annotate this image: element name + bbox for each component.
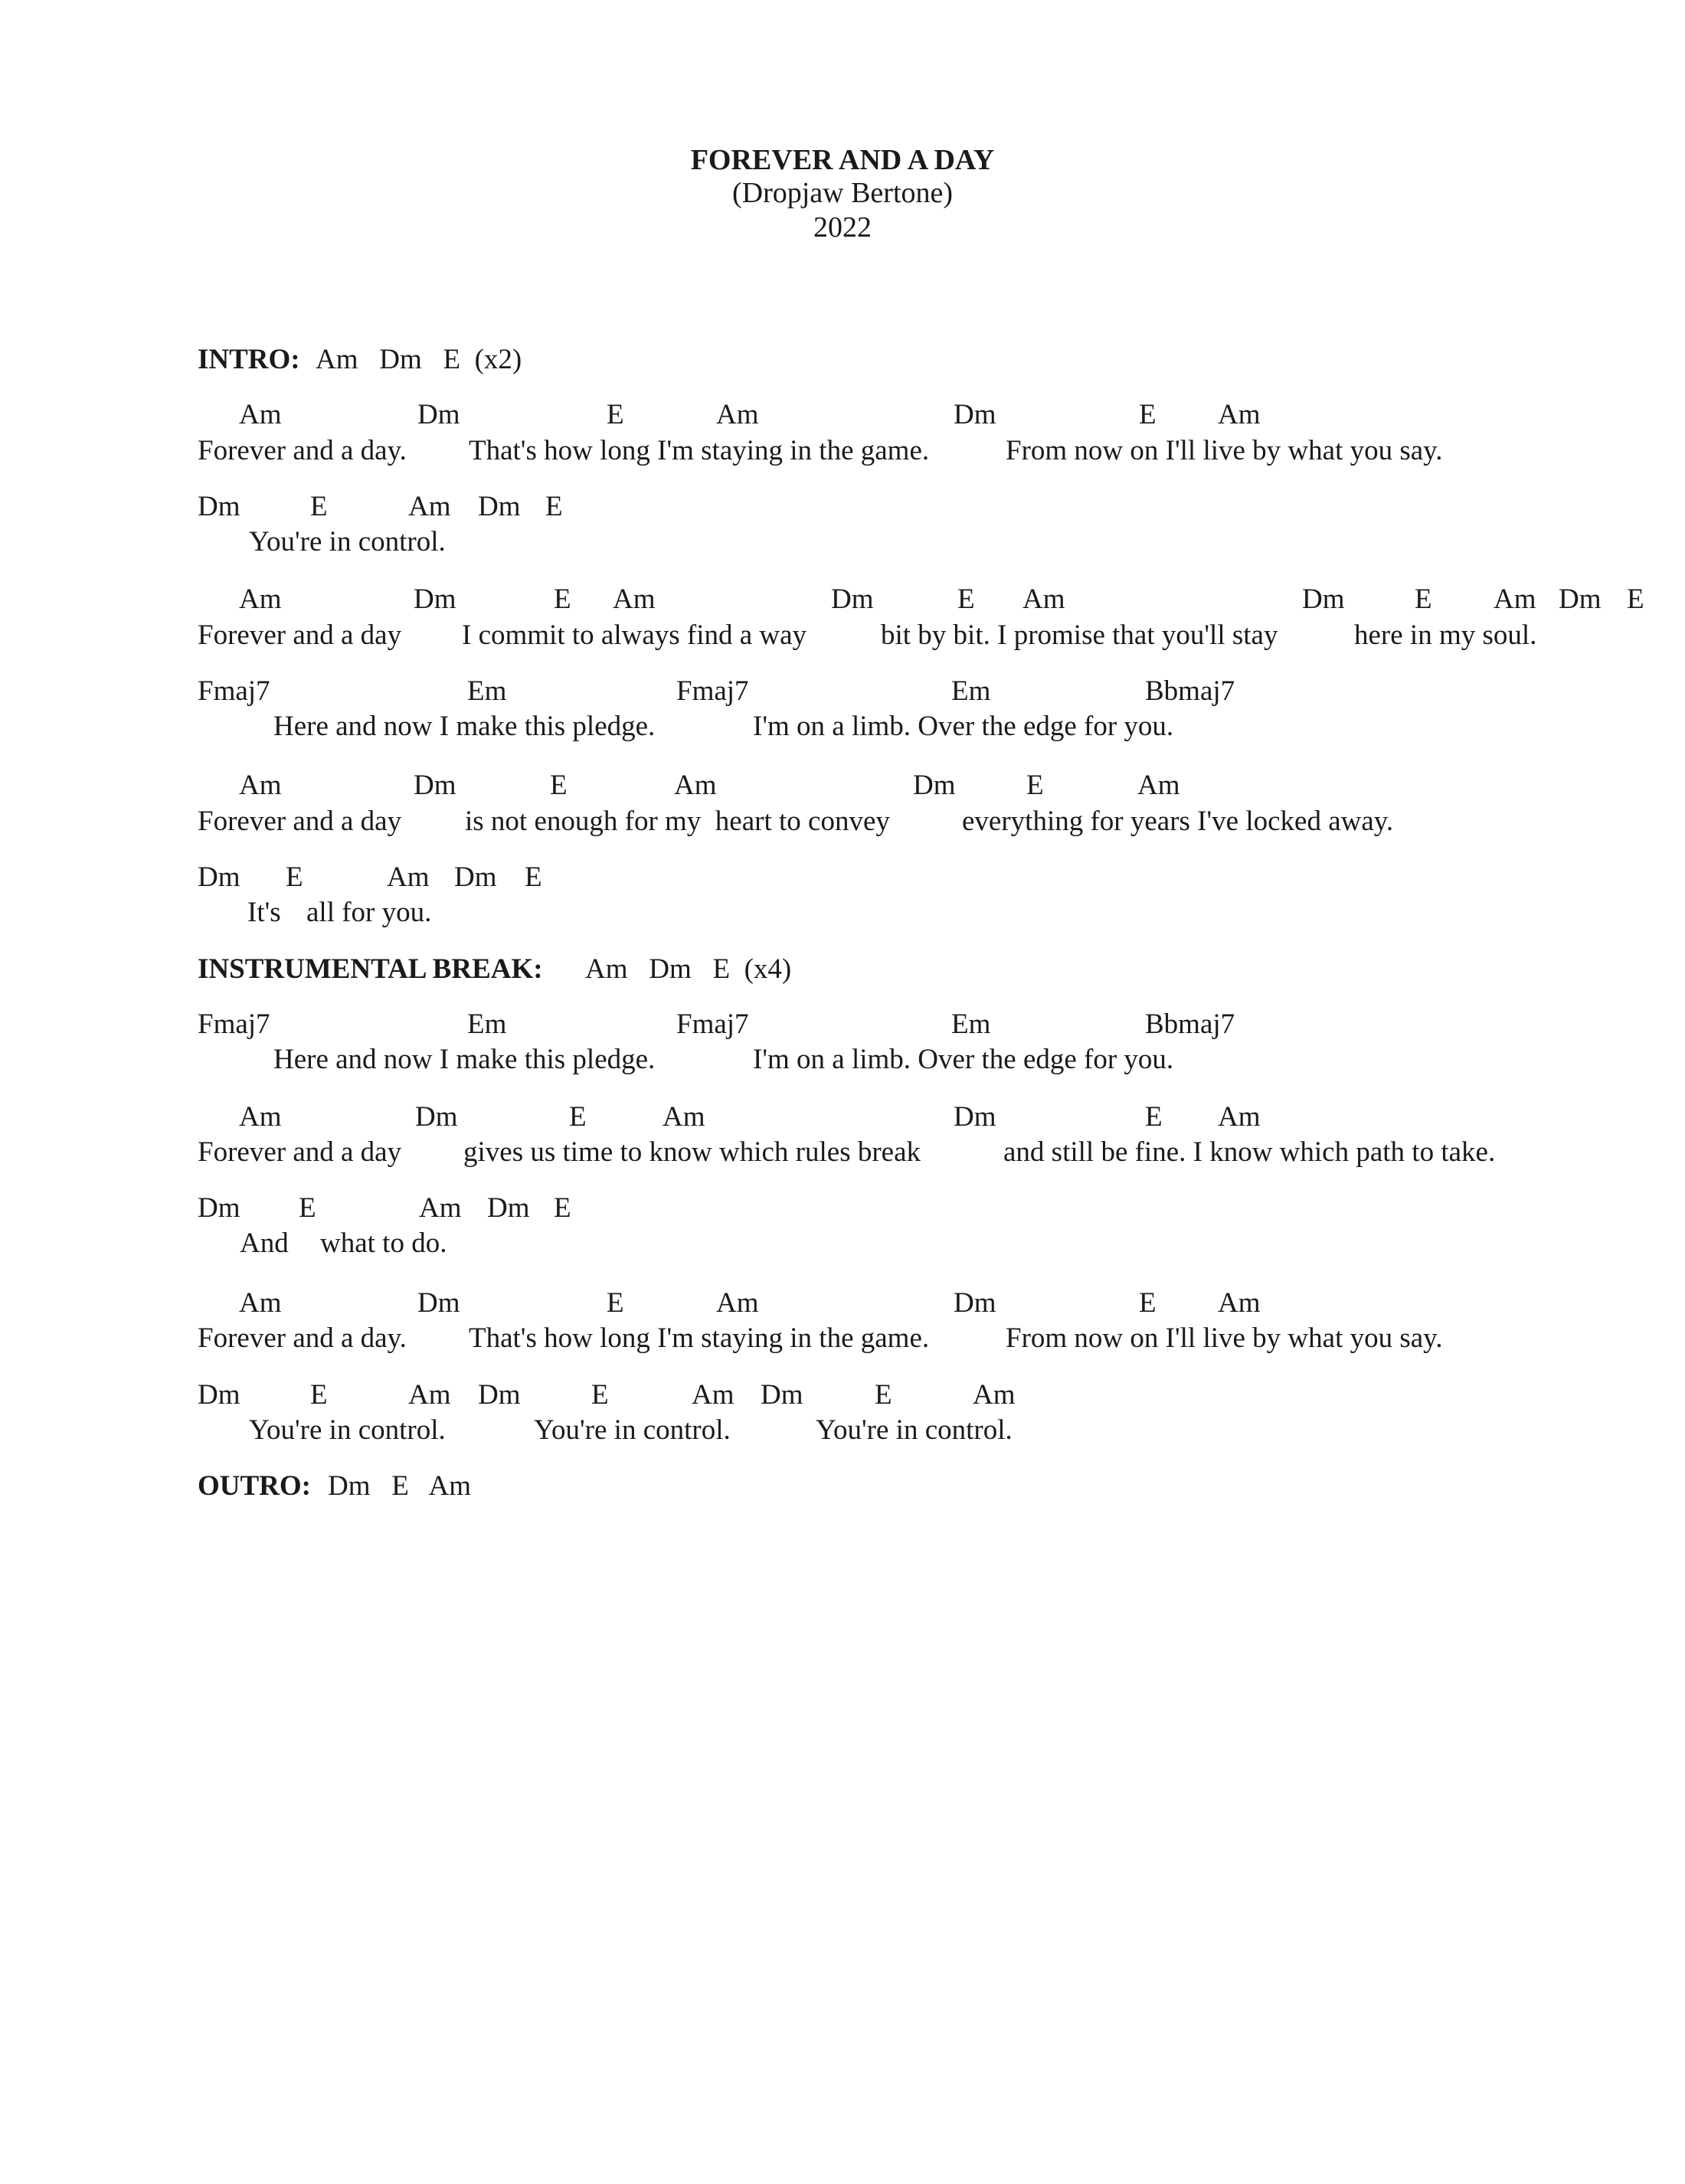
- chord: Em: [467, 675, 507, 707]
- chord: E: [554, 1192, 571, 1224]
- chord: Am: [239, 584, 282, 615]
- chord: Dm: [954, 1101, 996, 1133]
- chord: Am: [239, 1287, 282, 1319]
- lyric: Here and now I make this pledge.: [273, 711, 656, 742]
- chord: Am: [692, 1379, 735, 1411]
- lyric: You're in control.: [249, 1414, 446, 1446]
- chord: E: [1415, 584, 1432, 615]
- chord: E: [1139, 399, 1157, 430]
- intro-chords: Am Dm E (x2): [316, 344, 522, 375]
- chord: E: [545, 491, 563, 522]
- chord: Am: [663, 1101, 705, 1133]
- chord: Dm: [417, 1287, 460, 1319]
- chord: E: [607, 399, 624, 430]
- chord: Am: [973, 1379, 1016, 1411]
- chord: Dm: [454, 862, 497, 893]
- chord: Am: [1218, 1287, 1261, 1319]
- chord: Am: [1022, 584, 1065, 615]
- lyric: Here and now I make this pledge.: [273, 1044, 656, 1075]
- chord: E: [591, 1379, 609, 1411]
- chord: Am: [613, 584, 656, 615]
- chord: Am: [674, 770, 717, 801]
- lyric: Forever and a day: [198, 1136, 402, 1168]
- chord: E: [286, 862, 303, 893]
- instrumental-label: INSTRUMENTAL BREAK:: [198, 953, 543, 985]
- chord: Am: [239, 399, 282, 430]
- chord: E: [550, 770, 568, 801]
- lyric: Forever and a day.: [198, 435, 407, 466]
- chord: Dm: [417, 399, 460, 430]
- lyric: You're in control.: [249, 526, 446, 557]
- lyric: I'm on a limb. Over the edge for you.: [753, 711, 1174, 742]
- chord: Fmaj7: [198, 675, 270, 707]
- chord: Dm: [954, 399, 996, 430]
- song-artist: (Dropjaw Bertone): [731, 177, 954, 209]
- lyric: From now on I'll live by what you say.: [1006, 1322, 1443, 1354]
- chord: Dm: [1559, 584, 1602, 615]
- lyric: And: [240, 1228, 289, 1259]
- chord: E: [1145, 1101, 1163, 1133]
- chord: Dm: [414, 770, 456, 801]
- chord: Am: [239, 770, 282, 801]
- intro-label: INTRO:: [198, 344, 300, 375]
- chord: Dm: [954, 1287, 996, 1319]
- chord: E: [1026, 770, 1044, 801]
- chord: Fmaj7: [676, 675, 749, 707]
- chord: E: [310, 491, 328, 522]
- chord: Fmaj7: [676, 1009, 749, 1040]
- chord: Am: [239, 1101, 282, 1133]
- instrumental-chords: Am Dm E (x4): [585, 953, 792, 985]
- lyric: Forever and a day: [198, 620, 402, 651]
- lyric: is not enough for my heart to convey: [465, 806, 890, 837]
- chord: Dm: [198, 1192, 240, 1224]
- outro-chords: Dm E Am: [328, 1470, 472, 1502]
- chord: Em: [951, 675, 991, 707]
- lyric: and still be fine. I know which path to take.: [1003, 1136, 1496, 1168]
- lyric: gives us time to know which rules break: [463, 1136, 921, 1168]
- chord: Dm: [761, 1379, 803, 1411]
- chord: Dm: [198, 1379, 240, 1411]
- lyric: what to do.: [320, 1228, 447, 1259]
- chord: Dm: [415, 1101, 458, 1133]
- chord: Dm: [478, 1379, 521, 1411]
- lyric: here in my soul.: [1354, 620, 1537, 651]
- lyric: everything for years I've locked away.: [962, 806, 1394, 837]
- lyric: Forever and a day.: [198, 1322, 407, 1354]
- outro-label: OUTRO:: [198, 1470, 311, 1502]
- chord: Am: [408, 1379, 451, 1411]
- chord: Em: [951, 1009, 991, 1040]
- chord: Dm: [198, 862, 240, 893]
- chord: E: [875, 1379, 892, 1411]
- chord: Dm: [414, 584, 456, 615]
- chord: Am: [387, 862, 430, 893]
- song-year: 2022: [813, 211, 872, 244]
- chord: Am: [716, 399, 759, 430]
- lyric: all for you.: [306, 897, 432, 928]
- lyric: It's: [247, 897, 281, 928]
- chord: Am: [408, 491, 451, 522]
- lyric: I'm on a limb. Over the edge for you.: [753, 1044, 1174, 1075]
- song-title: FOREVER AND A DAY: [690, 144, 995, 176]
- lyric: I commit to always find a way: [462, 620, 807, 651]
- chord: Am: [1218, 399, 1261, 430]
- chord: Am: [716, 1287, 759, 1319]
- chord: E: [554, 584, 571, 615]
- chord: E: [957, 584, 975, 615]
- lyric: That's how long I'm staying in the game.: [469, 435, 930, 466]
- chord: Dm: [478, 491, 521, 522]
- chord: Dm: [198, 491, 240, 522]
- chord: E: [310, 1379, 328, 1411]
- chord: Am: [1494, 584, 1536, 615]
- chord: E: [299, 1192, 316, 1224]
- chord: Am: [1218, 1101, 1261, 1133]
- chord: E: [1139, 1287, 1157, 1319]
- chord: Em: [467, 1009, 507, 1040]
- chord: Dm: [913, 770, 956, 801]
- chord: E: [569, 1101, 587, 1133]
- chord: Am: [419, 1192, 462, 1224]
- lyric: From now on I'll live by what you say.: [1006, 435, 1443, 466]
- lyric: That's how long I'm staying in the game.: [469, 1322, 930, 1354]
- lyric: You're in control.: [816, 1414, 1013, 1446]
- chord: Fmaj7: [198, 1009, 270, 1040]
- lyric: You're in control.: [534, 1414, 731, 1446]
- chord: Am: [1137, 770, 1180, 801]
- chord: Dm: [487, 1192, 530, 1224]
- chord: Dm: [831, 584, 874, 615]
- chord: Dm: [1302, 584, 1345, 615]
- lyric: Forever and a day: [198, 806, 402, 837]
- chord: E: [1627, 584, 1644, 615]
- chord: E: [607, 1287, 624, 1319]
- chord: E: [525, 862, 542, 893]
- chord: Bbmaj7: [1145, 675, 1235, 707]
- lyric: bit by bit. I promise that you'll stay: [881, 620, 1278, 651]
- chord: Bbmaj7: [1145, 1009, 1235, 1040]
